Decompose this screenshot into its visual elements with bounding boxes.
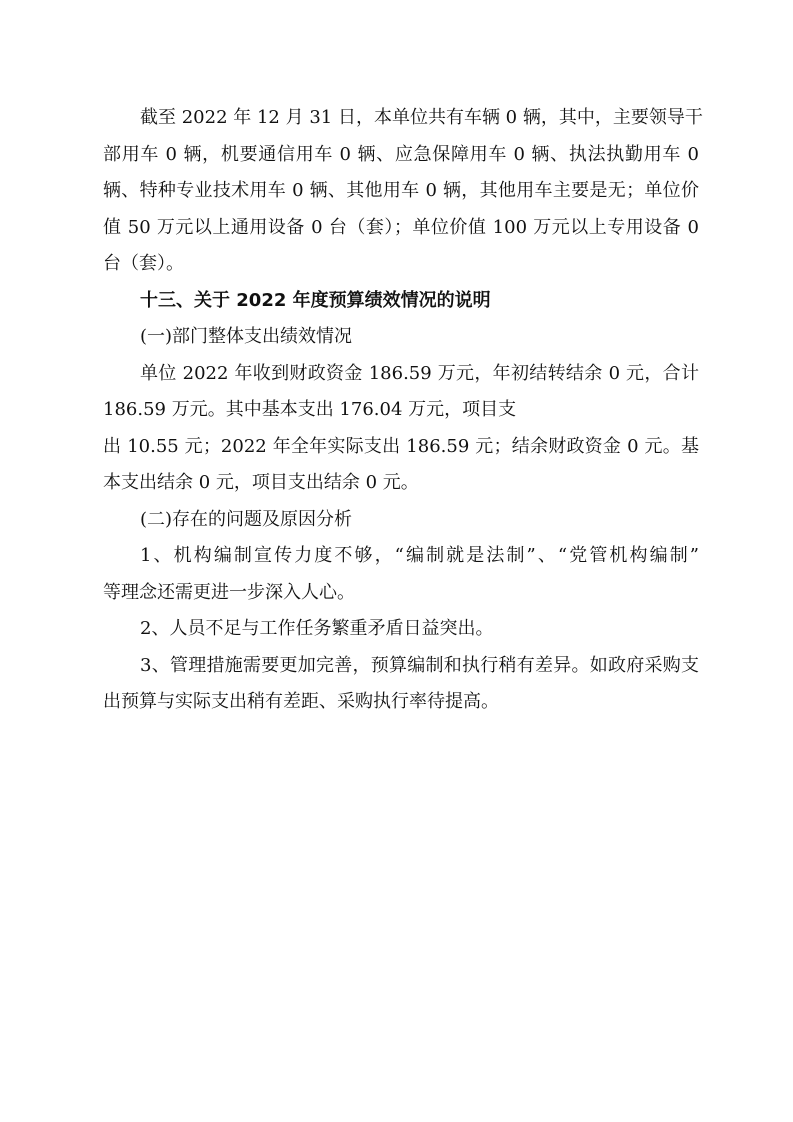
paragraph-line: 186.59 万元。其中基本支出 176.04 万元，项目支 [103,399,517,420]
paragraph-line: 等理念还需更进一步深入人心。 [103,581,355,603]
paragraph-line: 辆、特种专业技术用车 0 辆、其他用车 0 辆，其他用车主要是无；单位价 [103,180,699,201]
paragraph-line: 单位 2022 年收到财政资金 186.59 万元，年初结转结余 0 元，合计 [140,362,699,384]
vehicles-paragraph [103,100,703,283]
paragraph-line: 本支出结余 0 元，项目支出结余 0 元。 [103,472,419,493]
funds-paragraph [103,356,699,502]
paragraph-line: 值 50 万元以上通用设备 0 台（套）；单位价值 100 万元以上专用设备 0 [103,216,699,238]
paragraph-line: 2、人员不足与工作任务繁重矛盾日益突出。 [140,618,494,639]
problem-item-2 [103,611,699,648]
subsection-title: (二)存在的问题及原因分析 [140,508,353,530]
paragraph-line: 部用车 0 辆，机要通信用车 0 辆、应急保障用车 0 辆、执法执勤用车 0 [103,143,699,165]
problem-item-1 [103,538,699,611]
paragraph-line: 出预算与实际支出稍有差距、采购执行率待提高。 [103,691,499,712]
subsection-title: (一)部门整体支出绩效情况 [140,326,353,347]
paragraph-line: 截至 2022 年 12 月 31 日，本单位共有车辆 0 辆，其中，主要领导干 [140,107,703,128]
section-heading: 十三、关于 2022 年度预算绩效情况的说明 [140,289,491,311]
document-body [103,100,703,721]
paragraph-line: 1、机构编制宣传力度不够，“编制就是法制”、“党管机构编制” [140,545,699,566]
paragraph-line: 台（套）。 [103,253,184,274]
problem-item-3 [103,648,699,721]
paragraph-line: 3、管理措施需要更加完善，预算编制和执行稍有差异。如政府采购支 [140,654,699,676]
paragraph-line: 出 10.55 元；2022 年全年实际支出 186.59 元；结余财政资金 0 元。基 [103,435,699,457]
